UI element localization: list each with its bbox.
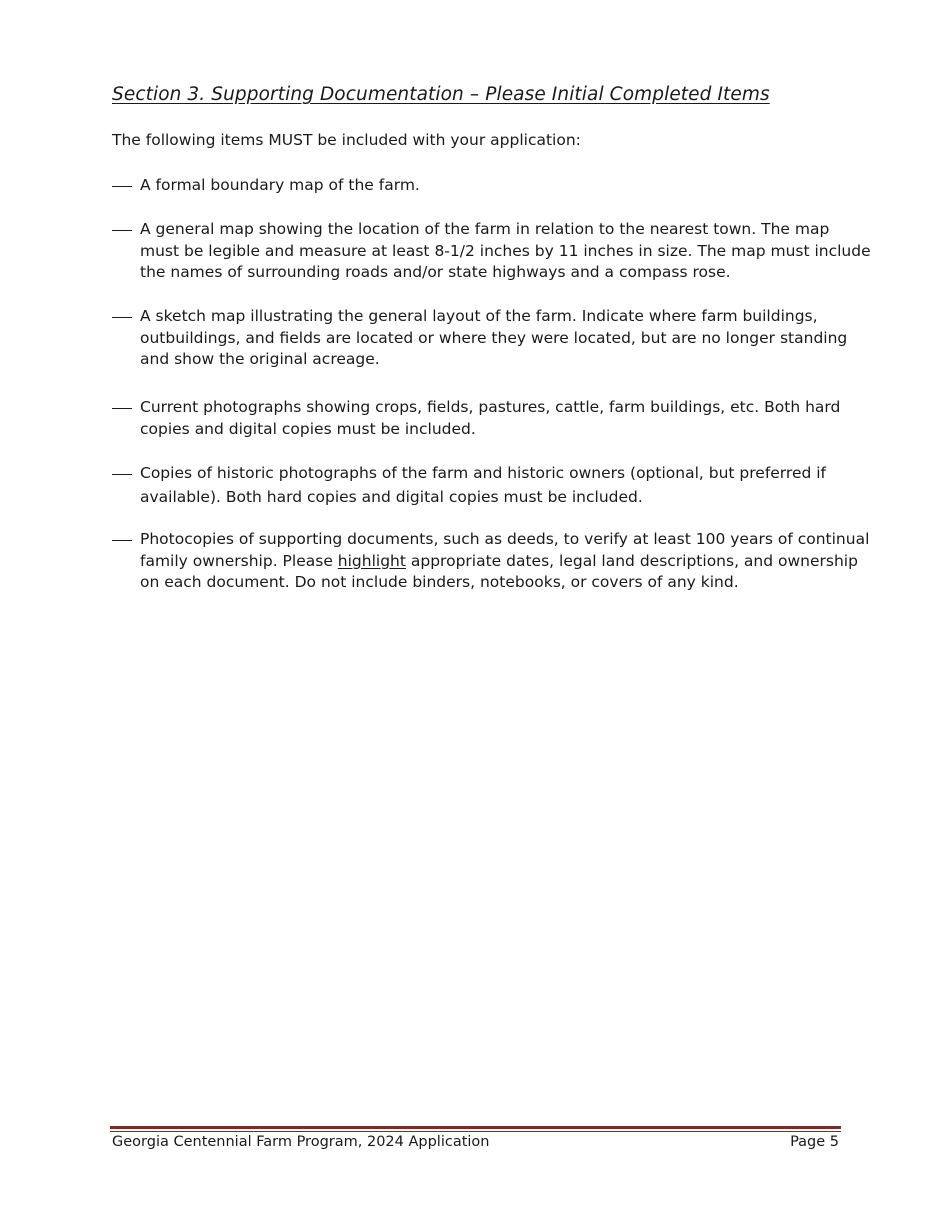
item-text: A sketch map illustrating the general layout of the farm. Indicate where farm buildings, (140, 307, 818, 325)
item-text: A general map showing the location of the farm in relation to the nearest town. The map (140, 220, 830, 238)
footer-divider (110, 1126, 841, 1129)
checklist-item-sketch-map (112, 306, 848, 371)
item-text: copies and digital copies must be included. (140, 419, 476, 438)
highlight-word: highlight (337, 551, 406, 570)
item-text: A formal boundary map of the farm. (140, 176, 420, 194)
item-text: outbuildings, and fields are located or where they were located, but are no longer standing (140, 328, 848, 347)
item-text: Copies of historic photographs of the farm and historic owners (optional, but preferred if (140, 464, 827, 482)
item-text: and show the original acreage. (140, 350, 380, 368)
checklist-item-boundary-map (112, 175, 842, 197)
item-text: available). Both hard copies and digital copies must be included. (140, 487, 643, 506)
checklist-item-general-map (112, 219, 871, 284)
item-text: Current photographs showing crops, fields, pastures, cattle, farm buildings, etc. Both hard (140, 398, 841, 416)
footer-title: Georgia Centennial Farm Program, 2024 Application (112, 1134, 490, 1150)
item-text: on each document. Do not include binders, notebooks, or covers of any kind. (140, 573, 739, 591)
item-text: the names of surrounding roads and/or state highways and a compass rose. (140, 263, 731, 281)
checklist-item-supporting-documents (112, 529, 870, 594)
intro-text: The following items MUST be included with your application: (112, 131, 581, 149)
checklist-item-historic-photographs (112, 463, 842, 508)
item-text: must be legible and measure at least 8-1/2 inches by 11 inches in size. The map must include (140, 241, 871, 260)
item-text: Photocopies of supporting documents, such as deeds, to verify at least 100 years of continual (140, 530, 870, 548)
item-text: family ownership. Please highlight appropriate dates, legal land descriptions, and ownership (140, 551, 858, 570)
checklist-item-current-photographs (112, 397, 842, 440)
page-number: Page 5 (790, 1134, 839, 1150)
section-title: Section 3. Supporting Documentation – Please Initial Completed Items (112, 84, 770, 105)
footer-divider-thin (110, 1131, 841, 1132)
